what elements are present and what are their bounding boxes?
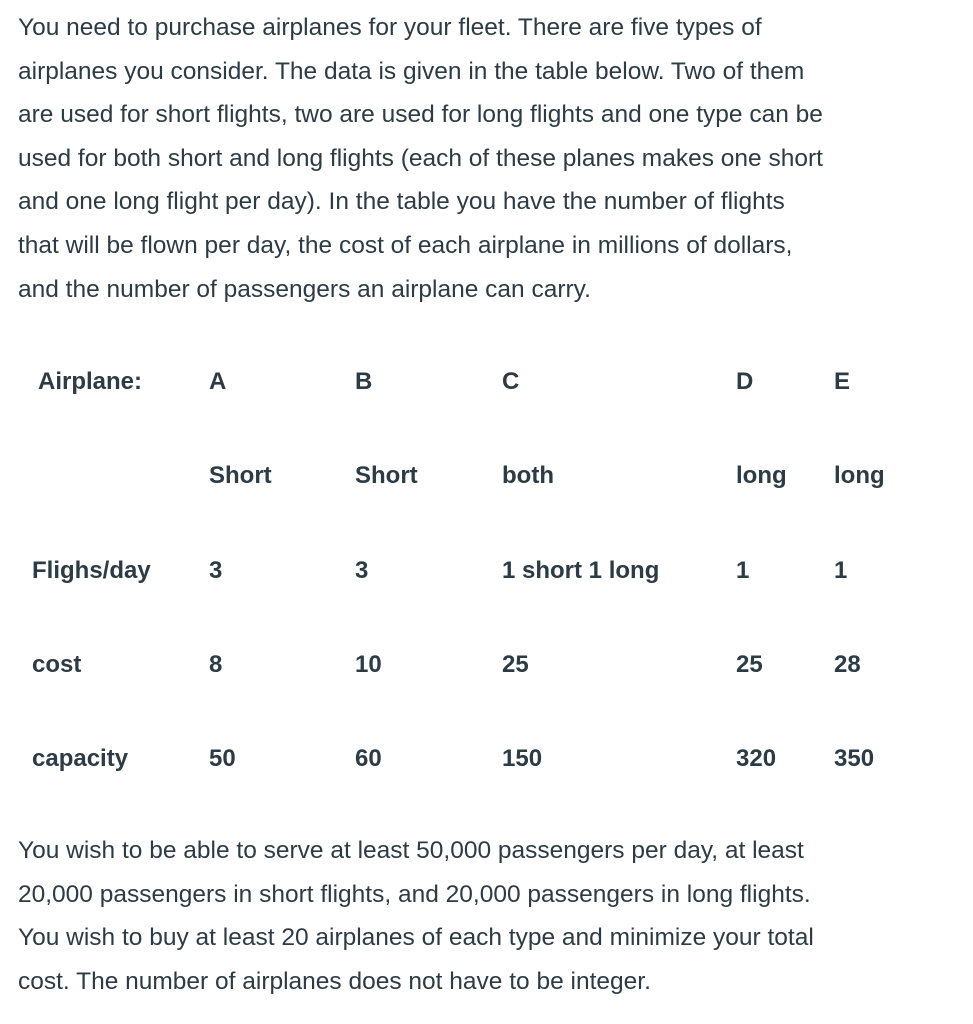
table-cell-capacity-c: 150 [502,745,543,772]
table-cell-kind-e: long [834,462,885,489]
table-cell-cost-c: 25 [502,651,529,678]
intro-line: used for both short and long flights (each of these planes makes one short [18,144,823,172]
table-cell-flights-b: 3 [355,557,369,584]
table-cell-kind-d: long [736,462,787,489]
table-cell-capacity-a: 50 [209,745,236,772]
table-cell-capacity-b: 60 [355,745,382,772]
table-cell-kind-b: Short [355,462,418,489]
table-header-b: B [355,368,373,395]
outro-line: You wish to be able to serve at least 50,000 passengers per day, at least [18,837,804,864]
intro-line: and the number of passengers an airplane can carry. [18,275,591,303]
table-cell-flights-d: 1 [736,557,750,584]
intro-line: that will be flown per day, the cost of each airplane in millions of dollars, [18,231,793,259]
table-header-d: D [736,368,754,395]
table-cell-cost-e: 28 [834,651,861,678]
table-header-e: E [834,368,851,395]
intro-line: You need to purchase airplanes for your fleet. There are five types of [18,14,762,41]
outro-line: You wish to buy at least 20 airplanes of each type and minimize your total [18,924,814,952]
outro-line: cost. The number of airplanes does not have to be integer. [18,967,651,995]
table-cell-cost-d: 25 [736,651,763,678]
table-header-c: C [502,368,520,395]
table-cell-cost-a: 8 [209,651,223,678]
table-header-a: A [209,368,227,395]
table-cell-kind-c: both [502,462,554,489]
table-header-label: Airplane: [38,368,143,395]
table-cell-flights-a: 3 [209,557,223,584]
table-cell-flights-c: 1 short 1 long [502,557,660,584]
table-row-label-cost: cost [32,651,82,678]
table-cell-flights-e: 1 [834,557,848,584]
table-cell-capacity-e: 350 [834,745,875,772]
problem-constraints-paragraph [18,829,968,1003]
intro-line: are used for short flights, two are used for long flights and one type can be [18,101,823,129]
table-row-label-flights: Flighs/day [32,557,151,584]
table-cell-cost-b: 10 [355,651,382,678]
intro-line: airplanes you consider. The data is given in the table below. Two of them [18,57,805,85]
table-cell-kind-a: Short [209,462,272,489]
table-row-label-capacity: capacity [32,745,129,772]
outro-line: 20,000 passengers in short flights, and 20,000 passengers in long flights. [18,880,811,908]
problem-intro-paragraph [18,6,968,311]
table-cell-capacity-d: 320 [736,745,777,772]
intro-line: and one long flight per day). In the table you have the number of flights [18,188,785,216]
